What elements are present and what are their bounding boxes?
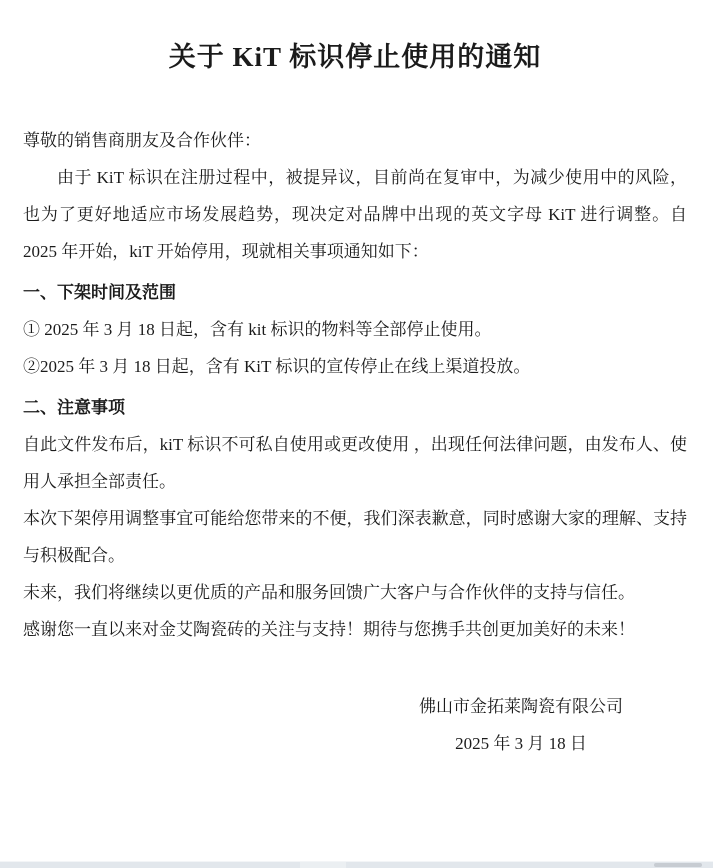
scrollbar-track-highlight [300,862,346,868]
signature-block [419,688,623,762]
section2-paragraph-2: 本次下架停用调整事宜可能给您带来的不便，我们深表歉意，同时感谢大家的理解、支持与积极配合。 [23,509,687,565]
intro-paragraph: 由于 KiT 标识在注册过程中，被提异议，目前尚在复审中，为减少使用中的风险，也为了更好地适应市场发展趋势，现决定对品牌中出现的英文字母 KiT 进行调整。自 2025 年开始，kiT 开始停用，现就相关事项通知如下： [23,168,687,261]
section2-heading: 二、注意事项 [23,398,125,417]
notice-title: 关于 KiT 标识停止使用的通知 [168,42,542,72]
section1-item-1: ① 2025 年 3 月 18 日起，含有 kit 标识的物料等全部停止使用。 [23,320,492,339]
company-signature: 佛山市金拓莱陶瓷有限公司 [419,697,623,716]
bottom-scrollbar-track[interactable] [0,861,713,868]
signature-date: 2025 年 3 月 18 日 [455,734,587,753]
section2-paragraph-4: 感谢您一直以来对金艾陶瓷砖的关注与支持！期待与您携手共创更加美好的未来！ [23,620,635,639]
section2-paragraph-1: 自此文件发布后，kiT 标识不可私自使用或更改使用 ，出现任何法律问题，由发布人、使用人承担全部责任。 [23,435,687,491]
section1-heading: 一、下架时间及范围 [23,283,176,302]
section1-item-2: ②2025 年 3 月 18 日起，含有 KiT 标识的宣传停止在线上渠道投放。 [23,357,531,376]
section2-paragraph-3: 未来，我们将继续以更优质的产品和服务回馈广大客户与合作伙伴的支持与信任。 [23,583,635,602]
salutation-line: 尊敬的销售商朋友及合作伙伴： [23,131,261,150]
scrollbar-thumb[interactable] [654,863,702,867]
